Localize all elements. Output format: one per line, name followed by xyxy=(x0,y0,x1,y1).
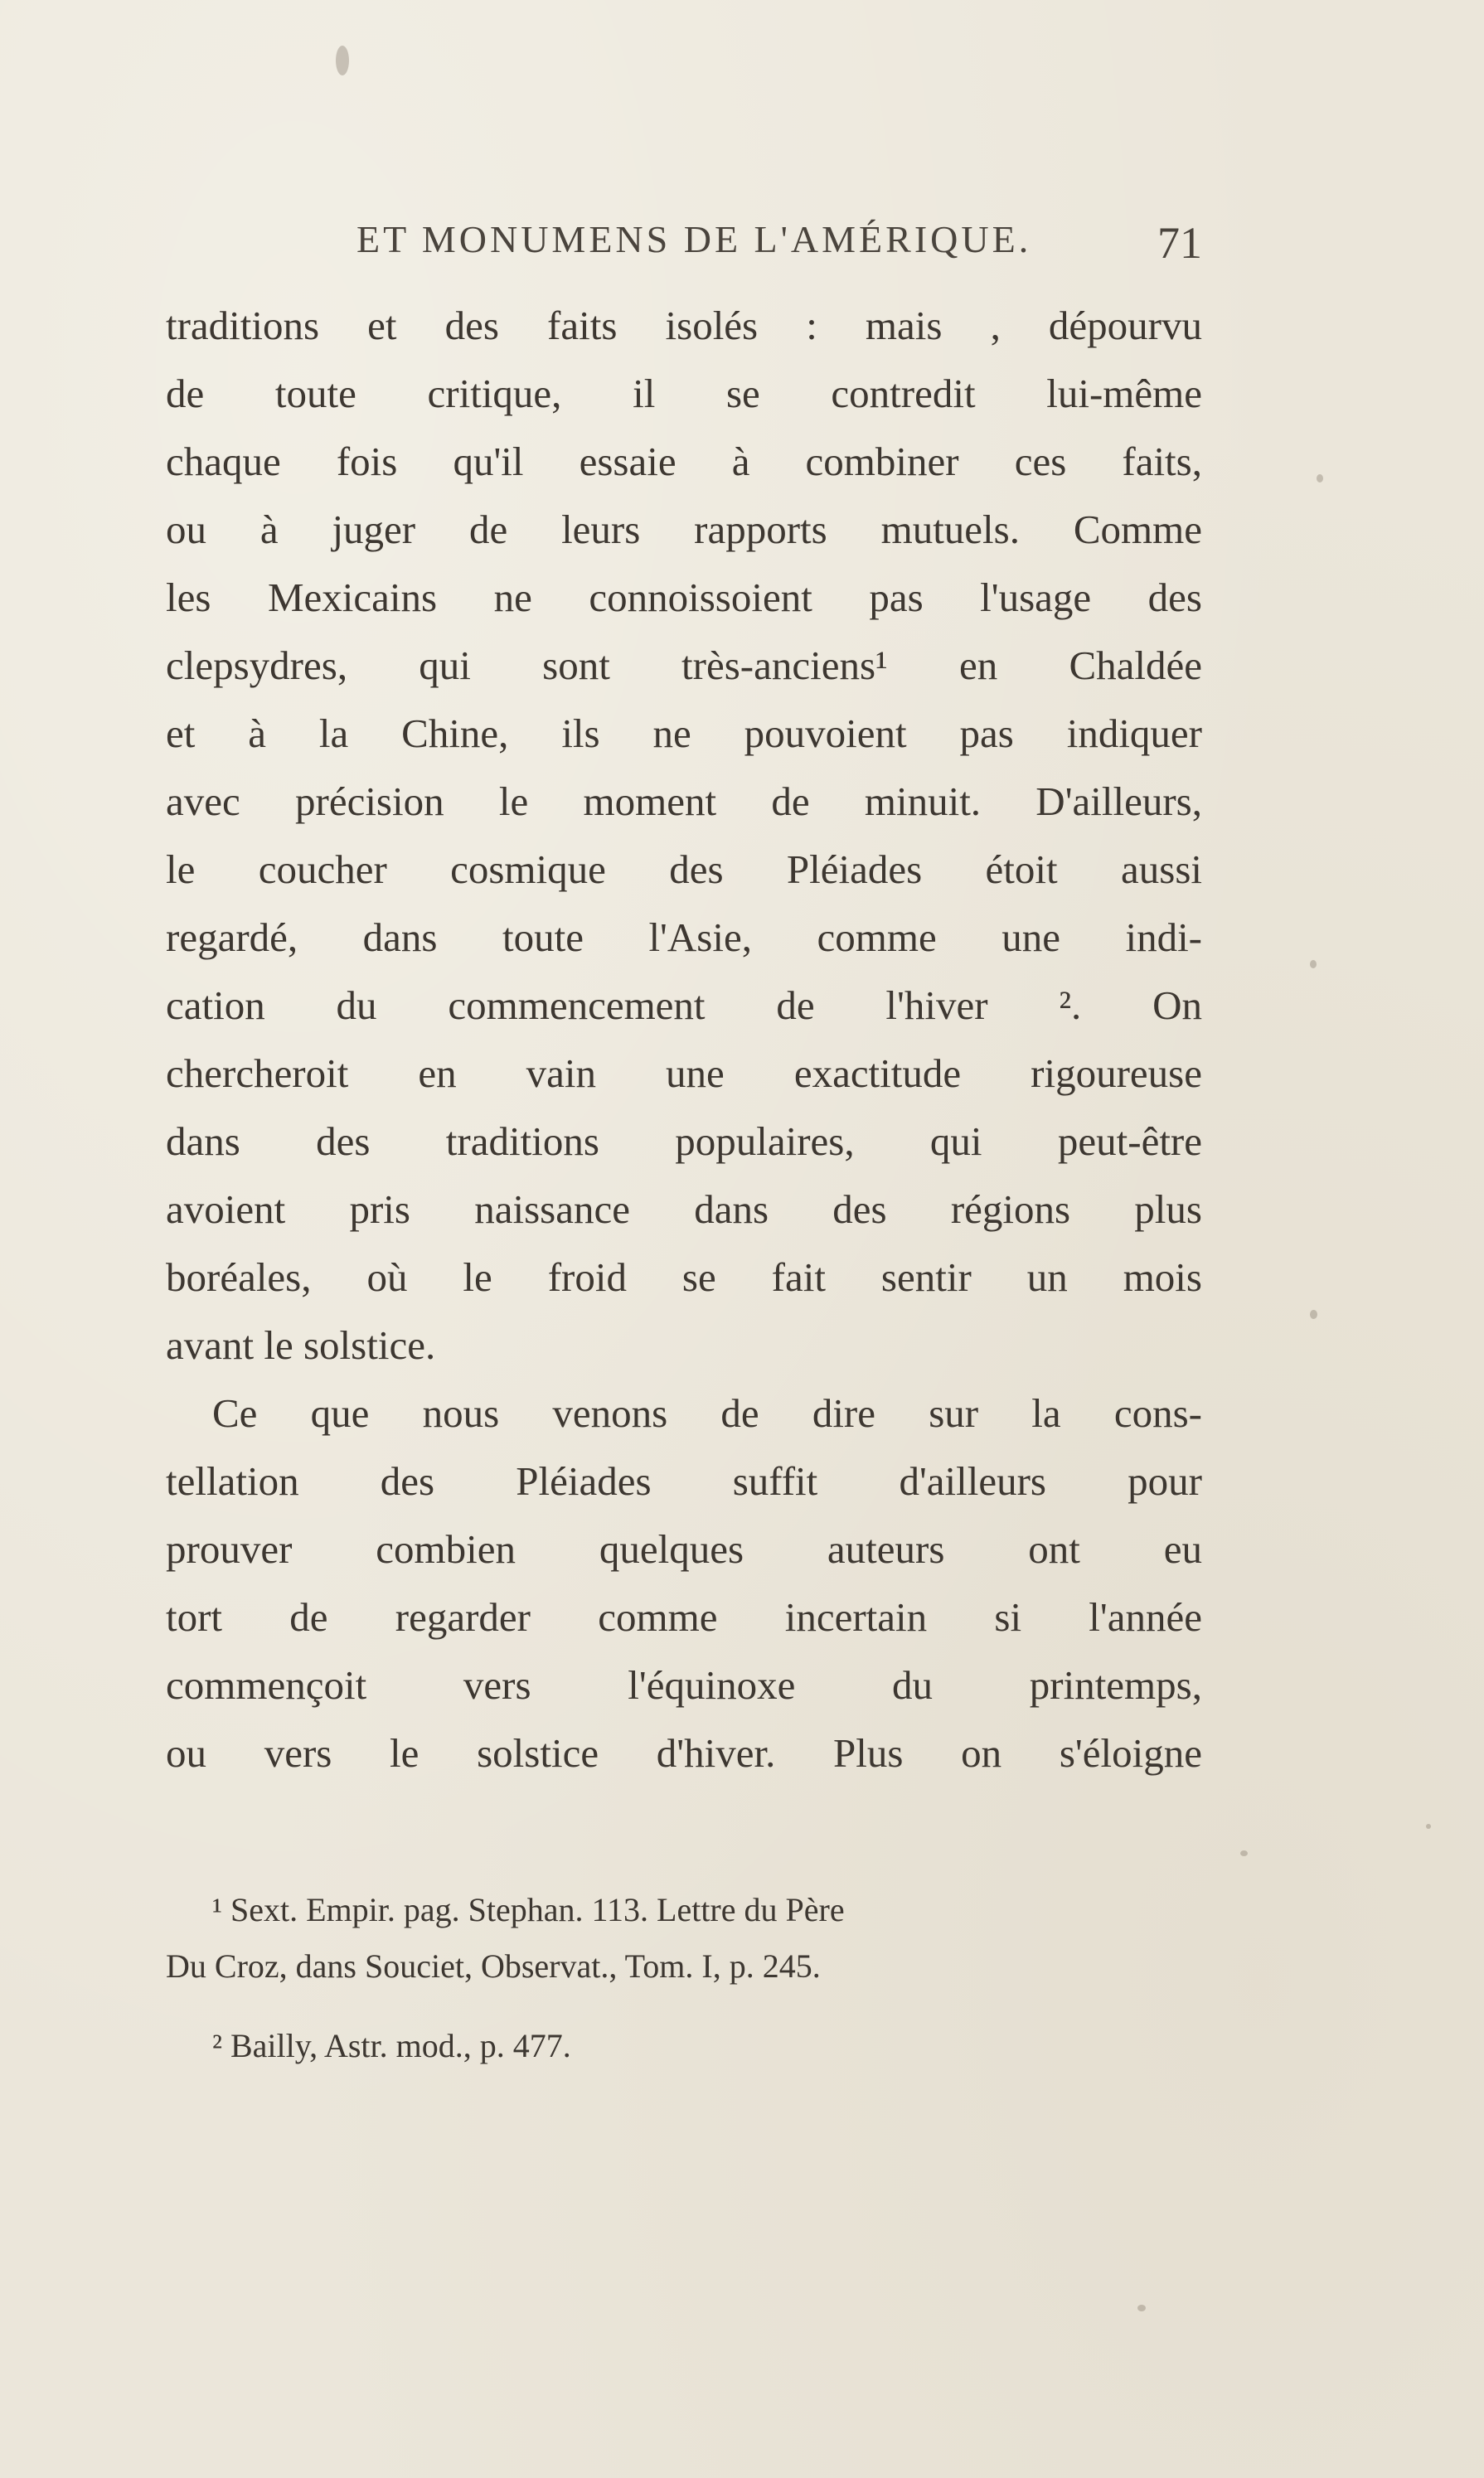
footnote-gap xyxy=(166,1995,1202,2018)
text-line: boréales, où le froid se fait sentir un mois xyxy=(166,1254,1202,1300)
text-line: de toute critique, il se contredit lui-même xyxy=(166,371,1202,416)
text-line: tellation des Pléiades suffit d'ailleurs pour xyxy=(166,1458,1202,1504)
text-line: avec précision le moment de minuit. D'ailleurs, xyxy=(166,778,1202,824)
footnote-1-line-1: ¹ Sext. Empir. pag. Stephan. 113. Lettre du Père xyxy=(212,1891,845,1928)
text-line: avoient pris naissance dans des régions plus xyxy=(166,1186,1202,1232)
paper-speck xyxy=(1137,2305,1146,2311)
text-line: et à la Chine, ils ne pouvoient pas indiquer xyxy=(166,710,1202,756)
text-line: le coucher cosmique des Pléiades étoit aussi xyxy=(166,846,1202,892)
running-title: ET MONUMENS DE L'AMÉRIQUE. xyxy=(356,218,1032,260)
page-number: 71 xyxy=(1157,218,1202,268)
text-line: avant le solstice. xyxy=(166,1322,436,1368)
paragraph-start-line: Ce que nous venons de dire sur la cons- xyxy=(212,1390,1202,1436)
text-line: regardé, dans toute l'Asie, comme une indi- xyxy=(166,914,1202,960)
paper-speck xyxy=(1317,474,1323,483)
paper-speck xyxy=(336,46,349,75)
text-line: ou à juger de leurs rapports mutuels. Comme xyxy=(166,507,1202,552)
text-line: clepsydres, qui sont très-anciens¹ en Chaldée xyxy=(166,643,1202,688)
footnotes xyxy=(166,1882,1202,2074)
text-line: tort de regarder comme incertain si l'année xyxy=(166,1594,1202,1640)
footnote-1-line-2: Du Croz, dans Souciet, Observat., Tom. I, p. 245. xyxy=(166,1947,821,1985)
paper-speck xyxy=(1310,1310,1317,1319)
body-text xyxy=(166,292,1202,1787)
page-header xyxy=(166,217,1202,275)
paper-speck xyxy=(1310,960,1317,968)
text-line: les Mexicains ne connoissoient pas l'usage des xyxy=(166,575,1202,620)
text-line: commençoit vers l'équinoxe du printemps, xyxy=(166,1662,1202,1708)
text-line: chercheroit en vain une exactitude rigoureuse xyxy=(166,1050,1202,1096)
text-line: dans des traditions populaires, qui peut-être xyxy=(166,1118,1202,1164)
text-line: traditions et des faits isolés : mais , dépourvu xyxy=(166,303,1202,348)
paper-speck xyxy=(1426,1824,1431,1829)
text-line: chaque fois qu'il essaie à combiner ces faits, xyxy=(166,439,1202,484)
text-line: cation du commencement de l'hiver ². On xyxy=(166,982,1202,1028)
footnote-2: ² Bailly, Astr. mod., p. 477. xyxy=(212,2027,571,2064)
text-line: ou vers le solstice d'hiver. Plus on s'éloigne xyxy=(166,1730,1202,1776)
text-line: prouver combien quelques auteurs ont eu xyxy=(166,1526,1202,1572)
paper-speck xyxy=(1240,1850,1248,1856)
